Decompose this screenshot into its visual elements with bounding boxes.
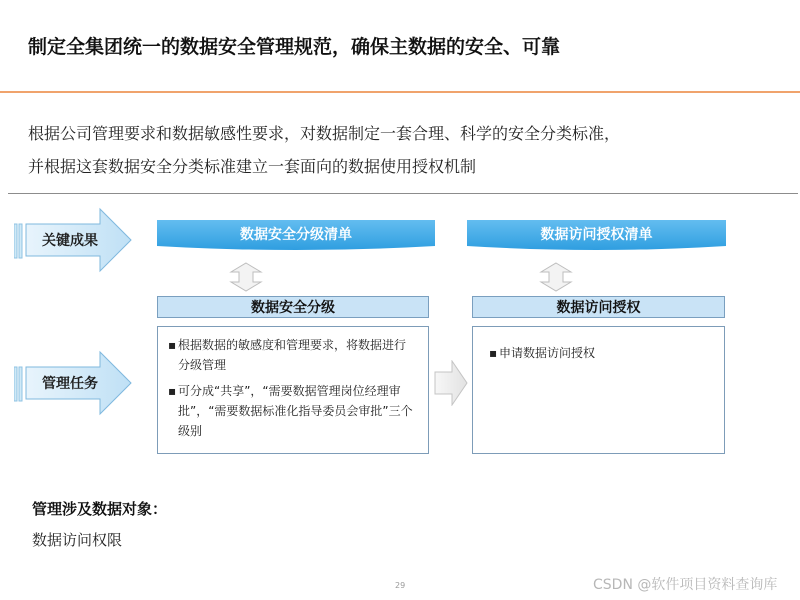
bullet-icon: ▪ [489,346,498,360]
list-item: ▪ 根据数据的敏感度和管理要求，将数据进行分级管理 [168,335,414,375]
intro-line-2: 并根据这套数据安全分类标准建立一套面向的数据使用授权机制 [28,157,477,176]
list-item: ▪ 申请数据访问授权 [489,343,710,363]
slide-title: 制定全集团统一的数据安全管理规范，确保主数据的安全、可靠 [28,36,561,58]
result-banner-1-label: 数据安全分级清单 [240,227,352,243]
task-box-1 [157,326,429,454]
key-results-row-label [14,207,132,273]
title-divider [0,91,800,93]
right-arrow-icon [434,360,468,406]
task-header-2: 数据访问授权 [472,296,725,318]
double-arrow-icon [531,262,581,292]
task-header-1: 数据安全分级 [157,296,429,318]
footer-heading: 管理涉及数据对象： [32,500,168,518]
key-results-label: 关键成果 [42,233,98,249]
double-arrow-icon [221,262,271,292]
bullet-icon: ▪ [168,384,177,398]
page-number: 29 [395,581,406,590]
tasks-label: 管理任务 [42,376,98,392]
tasks-row-label [14,350,132,416]
list-item: ▪ 可分成“共享”，“需要数据管理岗位经理审批”，“需要数据标准化指导委员会审批”三个级别 [168,381,414,441]
intro-line-1: 根据公司管理要求和数据敏感性要求，对数据制定一套合理、科学的安全分类标准， [28,124,621,143]
bullet-icon: ▪ [168,338,177,352]
result-banner-2 [467,220,726,252]
watermark: CSDN @软件项目资料查询库 [593,577,778,593]
section-divider [8,193,798,194]
task-box-2 [472,326,725,454]
result-banner-1 [157,220,435,252]
result-banner-2-label: 数据访问授权清单 [540,227,653,243]
footer-value: 数据访问权限 [32,531,123,549]
